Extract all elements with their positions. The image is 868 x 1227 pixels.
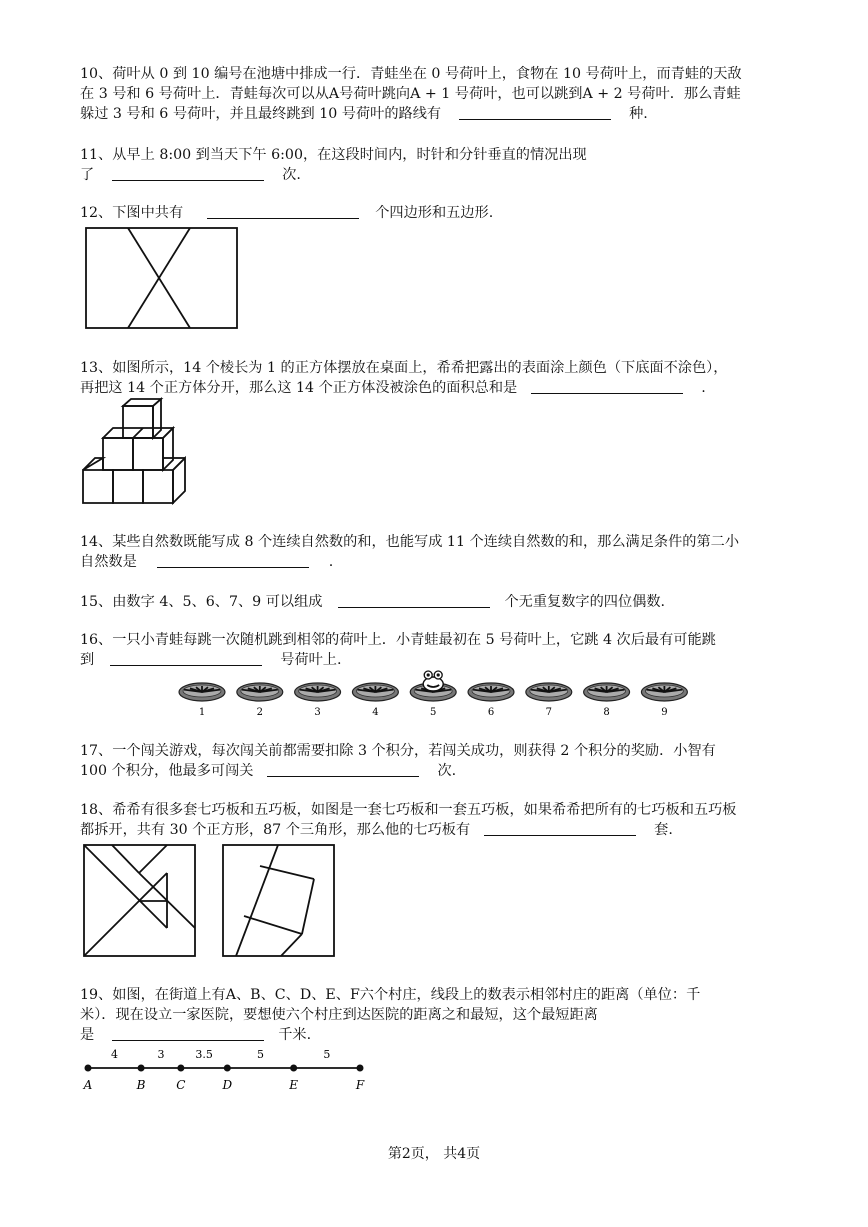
q11-line2-tail: 次. (282, 167, 301, 183)
q13-line2 (80, 378, 790, 398)
cube-bottom-top-left (83, 458, 103, 470)
question-16 (80, 630, 790, 670)
edge (133, 428, 143, 438)
lily-pad-5 (410, 671, 456, 718)
q17-answer-blank[interactable] (267, 762, 419, 777)
lily-pad-number: 4 (372, 707, 379, 718)
cube-bottom-3 (143, 470, 173, 503)
distance-label: 5 (256, 1048, 264, 1061)
q16-lily-pad-row (178, 668, 698, 720)
q15-text: 15、由数字 4、5、6、7、9 可以组成 (80, 594, 323, 610)
q15-line (80, 592, 790, 612)
village-label: D (222, 1078, 233, 1092)
tangram-edge (139, 845, 167, 873)
q16-line2 (80, 650, 790, 670)
q15-answer-blank[interactable] (338, 593, 490, 608)
question-17 (80, 741, 790, 781)
q19-answer-blank[interactable] (112, 1026, 264, 1041)
lily-pad-number: 8 (603, 707, 610, 718)
distance-label: 3 (157, 1048, 165, 1061)
lily-pad-6 (468, 683, 514, 718)
village-label: B (136, 1078, 146, 1092)
q18-answer-blank[interactable] (484, 821, 636, 836)
q19-line3 (80, 1025, 790, 1045)
q10-line3-text: 躲过 3 号和 6 号荷叶，并且最终跳到 10 号荷叶的路线有 (80, 106, 442, 122)
village-point-E (291, 1065, 297, 1071)
village-label: A (83, 1078, 93, 1092)
q17-line2 (80, 761, 790, 781)
question-11 (80, 145, 790, 185)
frog-icon (423, 671, 443, 691)
lily-pad-number: 3 (314, 707, 321, 718)
lily-pad-number: 1 (198, 707, 206, 718)
q12-line (80, 203, 790, 223)
cube-middle-side (163, 428, 173, 470)
q15-tail: 个无重复数字的四位偶数. (504, 594, 666, 610)
q10-line3 (80, 104, 790, 124)
q14-line1: 14、某些自然数既能写成 8 个连续自然数的和，也能写成 11 个连续自然数的和，那么满足条件的第二小 (80, 534, 740, 550)
lily-pad-number: 6 (487, 707, 495, 718)
q18-line2-tail: 套. (654, 822, 673, 838)
question-10 (80, 64, 790, 124)
lily-pad-number: 7 (545, 707, 552, 718)
five-piece-edge (281, 934, 302, 956)
q19-line1: 19、如图，在街道上有A、B、C、D、E、F六个村庄，线段上的数表示相邻村庄的距离（单位：千 (80, 987, 701, 1003)
five-piece-edge (236, 845, 278, 956)
q12-answer-blank[interactable] (207, 204, 359, 219)
page-footer: 第2页， 共4页 (387, 1146, 481, 1162)
lily-pad-7 (526, 683, 572, 718)
village-point-C (178, 1065, 184, 1071)
village-point-D (224, 1065, 230, 1071)
lily-pad-2 (237, 683, 283, 718)
q17-line2-tail: 次. (437, 763, 457, 779)
distance-label: 5 (323, 1048, 331, 1061)
q18-line1: 18、希希有很多套七巧板和五巧板，如图是一套七巧板和一套五巧板，如果希希把所有的七巧板和五巧板 (80, 802, 737, 818)
lily-pad-1 (179, 683, 225, 718)
question-14 (80, 532, 790, 572)
q13-line2-tail: . (701, 380, 706, 396)
q11-line2 (80, 165, 790, 185)
village-point-F (357, 1065, 363, 1071)
lily-pad-number: 5 (430, 707, 437, 718)
village-point-B (138, 1065, 144, 1071)
tangram-edge (112, 845, 139, 873)
q11-line2-text: 了 (80, 167, 95, 183)
q13-line1: 13、如图所示，14 个棱长为 1 的正方体摆放在桌面上，希希把露出的表面涂上颜色（下底面不涂色）， (80, 360, 728, 376)
q11-answer-blank[interactable] (112, 166, 264, 181)
question-12 (80, 203, 790, 223)
q12-rectangle (86, 228, 237, 328)
village-label: F (355, 1078, 365, 1092)
distance-label: 4 (111, 1048, 119, 1061)
distance-label: 3.5 (195, 1048, 213, 1061)
five-piece-edge (244, 916, 302, 934)
q19-line3-tail: 千米. (278, 1027, 312, 1043)
cube-bottom-1 (83, 470, 113, 503)
q16-line2-text: 到 (80, 652, 95, 668)
q19-village-number-line (80, 1044, 380, 1094)
q16-line1: 16、一只小青蛙每跳一次随机跳到相邻的荷叶上．小青蛙最初在 5 号荷叶上，它跳 4 次后最有可能跳 (80, 632, 716, 648)
q18-tangram-figure (83, 844, 197, 958)
cube-middle-2 (133, 438, 163, 470)
q19-line3-text: 是 (80, 1027, 95, 1043)
q14-answer-blank[interactable] (157, 553, 309, 568)
q13-line2-text: 再把这 14 个正方体分开，那么这 14 个正方体没被涂色的面积总和是 (80, 380, 518, 396)
five-piece-edge (302, 879, 314, 934)
q16-line2-tail: 号荷叶上. (280, 652, 342, 668)
edge (173, 458, 185, 470)
q10-line3-tail: 种. (629, 106, 648, 122)
lily-pad-3 (295, 683, 341, 718)
lily-pad-number: 2 (256, 707, 263, 718)
question-19 (80, 985, 790, 1045)
lily-pad-8 (584, 683, 630, 718)
q12-tail: 个四边形和五边形. (375, 205, 494, 221)
q18-line2 (80, 820, 790, 840)
q10-line2: 在 3 号和 6 号荷叶上．青蛙每次可以从A号荷叶跳向A + 1 号荷叶，也可以跳到A + 2 号荷叶．那么青蛙 (80, 86, 741, 102)
q16-answer-blank[interactable] (110, 651, 262, 666)
q13-cube-stack-figure (82, 398, 204, 506)
lily-pad-number: 9 (661, 707, 668, 718)
lily-pad-9 (641, 683, 687, 718)
q18-line2-text: 都拆开，共有 30 个正方形，87 个三角形，那么他的七巧板有 (80, 822, 471, 838)
question-13 (80, 358, 790, 398)
q19-line2: 米）．现在设立一家医院，要想使六个村庄到达医院的距离之和最短，这个最短距离 (80, 1007, 598, 1023)
q17-line2-text: 100 个积分，他最多可闯关 (80, 763, 254, 779)
cube-bottom-2 (113, 470, 143, 503)
q13-answer-blank[interactable] (531, 379, 683, 394)
q14-line2-text: 自然数是 (80, 554, 137, 570)
village-label: C (176, 1078, 186, 1092)
q12-text: 12、下图中共有 (80, 205, 184, 221)
five-piece-border (223, 845, 334, 956)
q14-line2-tail: . (328, 554, 334, 570)
q17-line1: 17、一个闯关游戏，每次闯关前都需要扣除 3 个积分，若闯关成功，则获得 2 个积分的奖励．小智有 (80, 743, 716, 759)
cube-top-side (153, 399, 161, 438)
q12-figure (85, 227, 239, 330)
question-18 (80, 800, 790, 840)
q10-line1: 10、荷叶从 0 到 10 编号在池塘中排成一行．青蛙坐在 0 号荷叶上，食物在 10 号荷叶上，而青蛙的天敌 (80, 66, 742, 82)
village-label: E (289, 1078, 299, 1092)
question-15 (80, 592, 790, 612)
q11-line1: 11、从早上 8:00 到当天下午 6:00，在这段时间内，时针和分针垂直的情况出现 (80, 147, 587, 163)
village-point-A (85, 1065, 91, 1071)
q18-pentomino-figure (222, 844, 336, 958)
q14-line2 (80, 552, 790, 572)
q10-answer-blank[interactable] (459, 105, 611, 120)
cube-middle-1 (103, 438, 133, 470)
lily-pad-4 (352, 683, 398, 718)
